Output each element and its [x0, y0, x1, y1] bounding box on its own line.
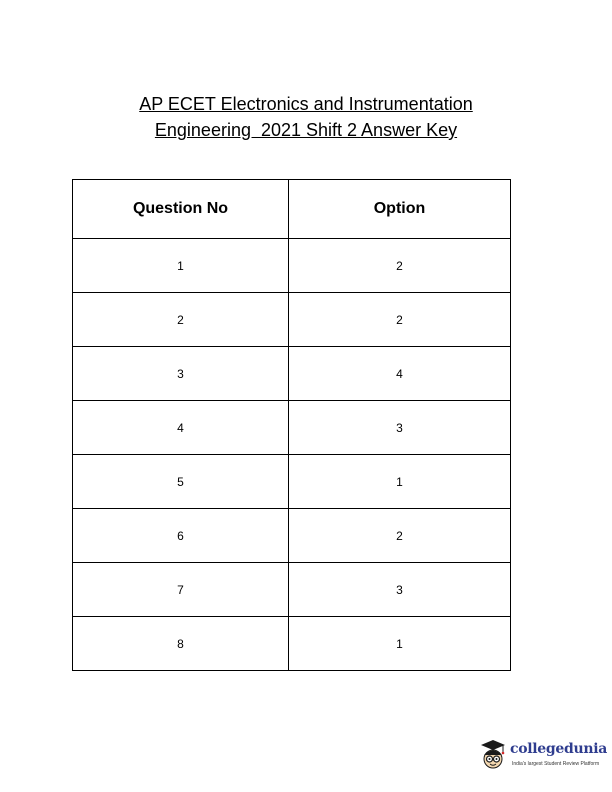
option-cell: 2	[289, 239, 511, 293]
option-cell: 3	[289, 563, 511, 617]
student-mascot-icon	[476, 737, 510, 775]
title-line-2: Engineering 2021 Shift 2 Answer Key	[154, 120, 458, 140]
table-row	[73, 617, 511, 671]
title-line-1: AP ECET Electronics and Instrumentation	[139, 94, 473, 114]
option-cell: 2	[289, 293, 511, 347]
question-number-cell: 7	[73, 563, 289, 617]
table-row	[73, 563, 511, 617]
answer-key-table	[72, 179, 511, 671]
option-cell: 1	[289, 617, 511, 671]
option-cell: 1	[289, 455, 511, 509]
option-cell: 4	[289, 347, 511, 401]
table-row	[73, 239, 511, 293]
table-row	[73, 347, 511, 401]
logo-tagline: India's largest Student Review Platform	[512, 761, 600, 767]
header-question-no: Question No	[73, 180, 289, 239]
question-number-cell: 2	[73, 293, 289, 347]
question-number-cell: 5	[73, 455, 289, 509]
table-row	[73, 455, 511, 509]
question-number-cell: 1	[73, 239, 289, 293]
header-option: Option	[289, 180, 511, 239]
table-row	[73, 293, 511, 347]
question-number-cell: 6	[73, 509, 289, 563]
document-title	[0, 91, 612, 143]
question-number-cell: 3	[73, 347, 289, 401]
question-number-cell: 4	[73, 401, 289, 455]
question-number-cell: 8	[73, 617, 289, 671]
option-cell: 3	[289, 401, 511, 455]
table-row	[73, 509, 511, 563]
option-cell: 2	[289, 509, 511, 563]
table-header-row	[73, 180, 511, 239]
logo-wordmark: collegedunia	[510, 741, 608, 757]
table-row	[73, 401, 511, 455]
collegedunia-logo	[476, 737, 606, 777]
